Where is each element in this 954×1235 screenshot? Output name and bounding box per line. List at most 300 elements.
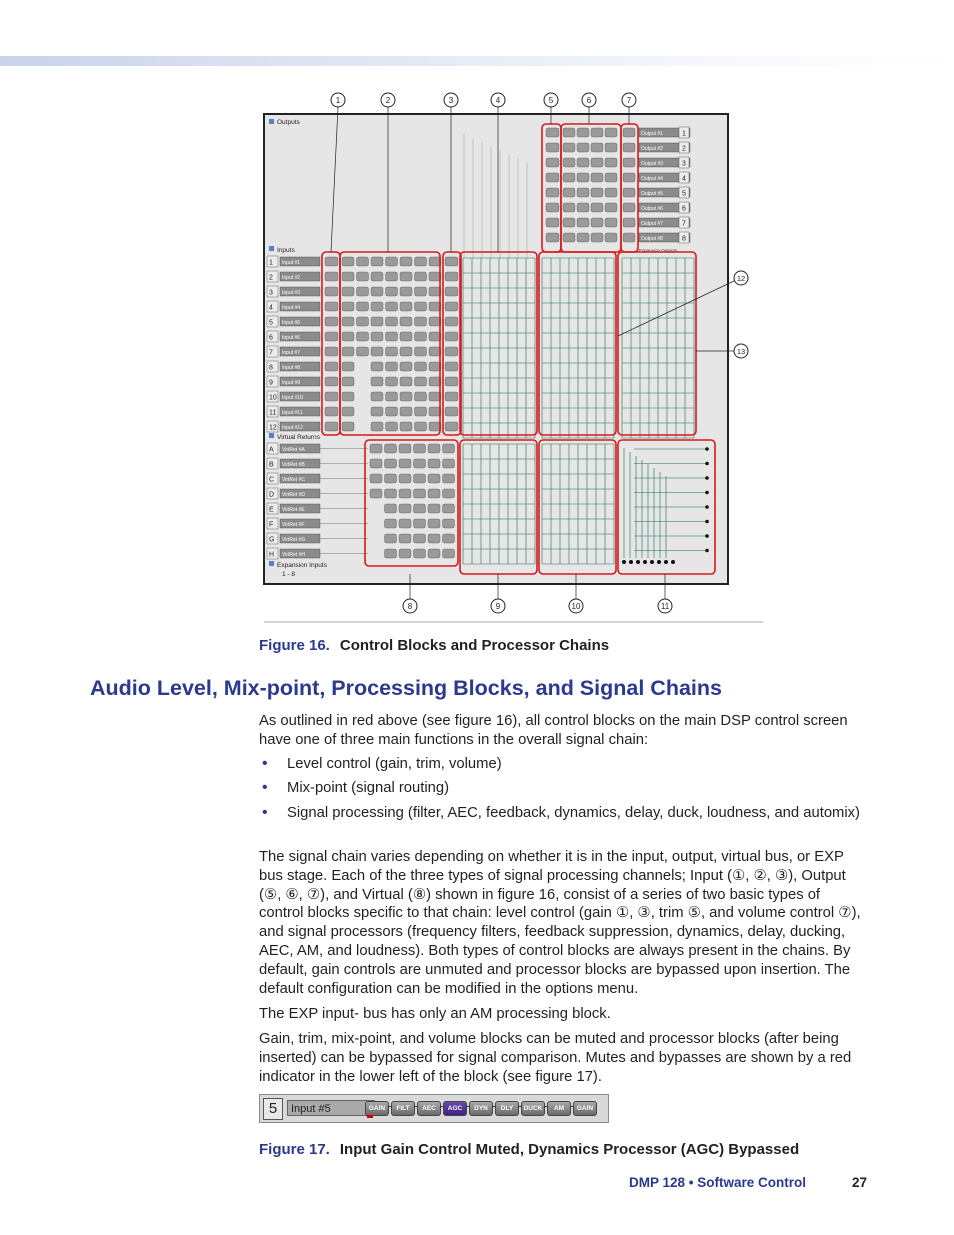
input-number: 12: [269, 424, 277, 432]
control-block: [443, 534, 455, 543]
control-block: [399, 534, 411, 543]
exp-out-dot: [705, 534, 709, 538]
list-item: • Mix-point (signal routing): [259, 779, 861, 798]
callout-number: 1: [335, 96, 341, 105]
page-number: 27: [852, 1175, 868, 1190]
output-number: 2: [682, 145, 686, 153]
callout-number: 6: [586, 96, 592, 105]
control-block: [399, 504, 411, 513]
virtual-number: F: [269, 521, 274, 529]
exp-bus-dot: [657, 560, 661, 564]
control-block: [546, 158, 559, 167]
control-block: [623, 128, 635, 137]
control-block: [415, 317, 427, 326]
virtual-number: C: [269, 476, 275, 484]
figure-17-title: Input Gain Control Muted, Dynamics Processor (AGC) Bypassed: [339, 1141, 800, 1158]
control-block: [414, 489, 426, 498]
control-block: [400, 287, 412, 296]
control-block: [400, 302, 412, 311]
control-block: [428, 444, 440, 453]
control-block: [428, 459, 440, 468]
control-block: [443, 444, 455, 453]
control-block: [399, 459, 411, 468]
control-block: [546, 128, 559, 137]
control-block: [546, 218, 559, 227]
control-block: [443, 489, 455, 498]
control-block: [385, 459, 397, 468]
exp-out-dot: [705, 520, 709, 524]
control-block: [415, 257, 427, 266]
virtual-name: VirtRet #E: [282, 507, 305, 513]
control-block: [577, 143, 589, 152]
control-block: [415, 407, 427, 416]
output-number: 8: [682, 235, 686, 243]
callout-number: 5: [548, 96, 554, 105]
dsp-control-screen: [258, 88, 768, 628]
output-name: Output #3: [641, 161, 663, 167]
figure-17-input-strip: [259, 1094, 609, 1123]
control-block: [370, 459, 382, 468]
exp-out-dot: [705, 447, 709, 451]
control-block: [605, 203, 617, 212]
control-block: [357, 287, 369, 296]
control-block: [325, 347, 338, 356]
control-block: [400, 272, 412, 281]
control-block: [386, 422, 398, 431]
callout-number: 12: [736, 274, 746, 283]
callout-number: 11: [660, 602, 670, 611]
control-block: [623, 188, 635, 197]
control-block: [445, 407, 458, 416]
input-name: Input #8: [282, 365, 301, 371]
control-block: [386, 362, 398, 371]
control-block: [386, 347, 398, 356]
figure-16-number: Figure 16.: [259, 637, 330, 654]
control-block: [415, 332, 427, 341]
control-block: [371, 287, 383, 296]
control-block: [325, 377, 338, 386]
input-number: 4: [269, 304, 273, 312]
callout-number: 13: [736, 347, 746, 356]
control-block: [605, 143, 617, 152]
control-block: [400, 317, 412, 326]
control-block: [445, 317, 458, 326]
control-block: [415, 347, 427, 356]
output-number: 6: [682, 205, 686, 213]
control-block: [385, 444, 397, 453]
control-block: [577, 233, 589, 242]
control-block: [445, 257, 458, 266]
control-block: [386, 317, 398, 326]
control-block: [357, 317, 369, 326]
exp-out-dot: [705, 549, 709, 553]
control-block: [414, 519, 426, 528]
exp-bus-dot: [671, 560, 675, 564]
control-block: [605, 188, 617, 197]
input-number: 10: [269, 394, 277, 402]
input-name: Input #6: [282, 335, 301, 341]
control-block: [591, 218, 603, 227]
exp-bus-dot: [650, 560, 654, 564]
virtual-name: VirtRet #H: [282, 552, 305, 558]
virtual-returns-label: Virtual Returns: [277, 434, 320, 441]
control-block: [386, 392, 398, 401]
control-block: [386, 257, 398, 266]
control-block: [563, 143, 575, 152]
output-name: Output #7: [641, 221, 663, 227]
virtual-name: VirtRet #D: [282, 492, 305, 498]
control-block: [428, 549, 440, 558]
input-number: 6: [269, 334, 273, 342]
control-block: [623, 233, 635, 242]
exp-bus-dot: [636, 560, 640, 564]
input-name: Input #12: [282, 425, 303, 431]
control-block: [371, 317, 383, 326]
output-number: 7: [682, 220, 686, 228]
control-block: [386, 332, 398, 341]
control-block: [371, 407, 383, 416]
exp-bus-paragraph: The EXP input- bus has only an AM processing block.: [259, 1006, 611, 1022]
input-name: Input #9: [282, 380, 301, 386]
control-block: [342, 287, 354, 296]
control-block: [605, 218, 617, 227]
virtual-name: VirtRet #B: [282, 462, 305, 468]
control-block: [399, 444, 411, 453]
virtual-name: VirtRet #A: [282, 447, 305, 453]
expansion-outputs-label: Expansion Outputs: [639, 248, 678, 253]
processor-block-agc[interactable]: AGC: [443, 1101, 467, 1116]
control-block: [342, 392, 354, 401]
control-block: [415, 392, 427, 401]
figure-16-title: Control Blocks and Processor Chains: [339, 637, 610, 654]
input-number: 9: [269, 379, 273, 387]
control-block: [400, 392, 412, 401]
control-block: [385, 489, 397, 498]
control-block: [385, 504, 397, 513]
callout-number: 9: [495, 602, 501, 611]
output-number: 3: [682, 160, 686, 168]
control-block: [385, 549, 397, 558]
control-block: [357, 332, 369, 341]
input-name: Input #5: [282, 320, 301, 326]
top-gradient-bar: [0, 56, 954, 66]
virtual-number: H: [269, 551, 275, 559]
control-block: [577, 158, 589, 167]
processor-block-gain[interactable]: GAIN: [573, 1101, 597, 1116]
control-block: [342, 302, 354, 311]
control-block: [342, 257, 354, 266]
expansion-inputs-label: Expansion Inputs: [277, 562, 327, 569]
exp-out-dot: [705, 491, 709, 495]
control-block: [400, 347, 412, 356]
intro-paragraph: As outlined in red above (see figure 16), all control blocks on the main DSP control screen have one of three main functions in the overall signal chain:: [259, 713, 848, 748]
control-block: [385, 474, 397, 483]
control-block: [623, 203, 635, 212]
control-block: [577, 218, 589, 227]
control-block: [546, 143, 559, 152]
callout-number: 7: [626, 96, 632, 105]
control-block: [325, 302, 338, 311]
input-number: 2: [269, 274, 273, 282]
output-name: Output #5: [641, 191, 663, 197]
control-block: [445, 287, 458, 296]
control-block: [371, 422, 383, 431]
control-block: [386, 377, 398, 386]
control-block: [591, 173, 603, 182]
control-block: [342, 422, 354, 431]
control-block: [445, 272, 458, 281]
control-block: [623, 143, 635, 152]
control-block: [577, 128, 589, 137]
control-block: [415, 272, 427, 281]
control-block: [386, 302, 398, 311]
control-block: [563, 203, 575, 212]
control-block: [357, 302, 369, 311]
control-block: [605, 173, 617, 182]
control-block: [443, 459, 455, 468]
control-block: [357, 272, 369, 281]
output-name: Output #1: [641, 131, 663, 137]
control-block: [357, 257, 369, 266]
control-block: [370, 474, 382, 483]
control-block: [371, 377, 383, 386]
control-block: [342, 332, 354, 341]
outputs-label: Outputs: [277, 119, 300, 126]
inputs-label: Inputs: [277, 247, 295, 254]
footer-product: DMP 128 • Software Control: [629, 1175, 807, 1190]
figure-16-screenshot: [258, 88, 768, 628]
control-block: [342, 347, 354, 356]
virtual-number: D: [269, 491, 275, 499]
control-block: [325, 317, 338, 326]
virtual-name: VirtRet #F: [282, 522, 305, 528]
control-block: [605, 158, 617, 167]
control-block: [386, 287, 398, 296]
collapse-icon: [269, 119, 274, 124]
control-block: [385, 534, 397, 543]
control-block: [445, 392, 458, 401]
control-block: [577, 188, 589, 197]
list-item: • Level control (gain, trim, volume): [259, 755, 861, 774]
control-block: [385, 519, 397, 528]
processor-block-aec[interactable]: AEC: [417, 1101, 441, 1116]
control-block: [386, 272, 398, 281]
control-block: [415, 362, 427, 371]
control-block: [371, 347, 383, 356]
control-block: [443, 549, 455, 558]
control-block: [325, 272, 338, 281]
input-name: Input #11: [282, 410, 303, 416]
control-block: [605, 128, 617, 137]
input-number: 3: [269, 289, 273, 297]
control-block: [325, 422, 338, 431]
virtual-name: VirtRet #C: [282, 477, 305, 483]
collapse-icon: [269, 561, 274, 566]
mute-indicator: [367, 1115, 373, 1118]
signal-chain-paragraph: The signal chain varies depending on whether it is in the input, output, virtual bus, or EXP bus stage. Each of the three types of signal processing channels; Input (①, ②, ③), Output (⑤, ⑥, ⑦), and Virtual (⑧) shown in figure 16, consist of a series of two basic types of control blocks specific to that chain: level control (gain ①, ③, trim ⑤, and volume control ⑦), and signal processors (frequency filters, feedback suppression, dynamics, delay, ducking, AEC, AM, and loudness). Both types of control blocks are always present in the chains. By default, gain controls are unmuted and processor blocks are bypassed upon insertion. The default configuration can be modified in the options menu.: [259, 849, 861, 997]
control-block: [415, 287, 427, 296]
input-number: 1: [269, 259, 273, 267]
processor-block-dly[interactable]: DLY: [495, 1101, 519, 1116]
control-block: [371, 257, 383, 266]
control-block: [563, 128, 575, 137]
control-block: [371, 272, 383, 281]
callout-number: 4: [495, 96, 501, 105]
input-name: Input #3: [282, 290, 301, 296]
control-block: [400, 332, 412, 341]
control-block: [546, 203, 559, 212]
control-block: [445, 332, 458, 341]
list-item: • Signal processing (filter, AEC, feedback, dynamics, delay, duck, loudness, and automix): [259, 804, 861, 823]
expansion-range: 1 - 8: [282, 571, 296, 578]
control-block: [415, 422, 427, 431]
control-block: [399, 474, 411, 483]
control-block: [563, 233, 575, 242]
virtual-number: E: [269, 506, 274, 514]
output-name: Output #2: [641, 146, 663, 152]
control-block: [623, 218, 635, 227]
control-block: [370, 444, 382, 453]
collapse-icon: [269, 433, 274, 438]
control-block: [399, 489, 411, 498]
control-block: [577, 173, 589, 182]
channel-name-field: Input #5: [287, 1100, 375, 1116]
output-name: Output #8: [641, 236, 663, 242]
exp-out-dot: [705, 505, 709, 509]
control-block: [415, 302, 427, 311]
control-block: [400, 377, 412, 386]
control-block: [428, 504, 440, 513]
control-block: [371, 302, 383, 311]
control-block: [443, 519, 455, 528]
control-block: [370, 489, 382, 498]
input-name: Input #4: [282, 305, 301, 311]
input-number: 5: [269, 319, 273, 327]
output-number: 4: [682, 175, 686, 183]
control-block: [591, 143, 603, 152]
control-block: [445, 347, 458, 356]
control-block: [325, 257, 338, 266]
control-block: [591, 233, 603, 242]
processor-block-duck[interactable]: DUCK: [521, 1101, 545, 1116]
control-block: [591, 158, 603, 167]
control-block: [371, 392, 383, 401]
control-block: [591, 188, 603, 197]
control-block: [546, 173, 559, 182]
processor-block-dyn[interactable]: DYN: [469, 1101, 493, 1116]
control-block: [443, 474, 455, 483]
control-block: [414, 504, 426, 513]
control-block: [342, 377, 354, 386]
control-block: [342, 317, 354, 326]
channel-number: 5: [263, 1098, 283, 1120]
exp-bus-dot: [664, 560, 668, 564]
control-block: [546, 233, 559, 242]
figure-17-number: Figure 17.: [259, 1141, 330, 1158]
exp-bus-dot: [622, 560, 626, 564]
control-block: [623, 173, 635, 182]
control-block: [386, 407, 398, 416]
control-block: [414, 444, 426, 453]
control-block: [400, 257, 412, 266]
input-number: 11: [269, 409, 277, 417]
control-block: [577, 203, 589, 212]
control-block: [325, 407, 338, 416]
input-number: 8: [269, 364, 273, 372]
virtual-name: VirtRet #G: [282, 537, 306, 543]
control-block: [563, 158, 575, 167]
exp-bus-dot: [643, 560, 647, 564]
control-block: [325, 287, 338, 296]
control-block: [563, 218, 575, 227]
control-block: [325, 332, 338, 341]
control-block: [591, 203, 603, 212]
control-block: [414, 474, 426, 483]
control-block: [445, 422, 458, 431]
control-block: [325, 362, 338, 371]
exp-bus-dot: [629, 560, 633, 564]
callout-number: 8: [407, 602, 413, 611]
virtual-number: A: [269, 446, 274, 454]
callout-number: 3: [448, 96, 454, 105]
figure-17-caption: [259, 1141, 799, 1158]
figure-16-caption: [259, 637, 609, 654]
control-block: [443, 504, 455, 513]
input-name: Input #2: [282, 275, 301, 281]
processor-block-am[interactable]: AM: [547, 1101, 571, 1116]
function-list: [259, 755, 861, 828]
collapse-icon: [269, 246, 274, 251]
callout-number: 10: [571, 602, 581, 611]
control-block: [445, 302, 458, 311]
control-block: [414, 549, 426, 558]
callout-number: 2: [385, 96, 391, 105]
control-block: [342, 407, 354, 416]
control-block: [357, 347, 369, 356]
control-block: [371, 362, 383, 371]
control-block: [428, 489, 440, 498]
control-block: [342, 272, 354, 281]
control-block: [399, 519, 411, 528]
output-name: Output #4: [641, 176, 663, 182]
control-block: [445, 377, 458, 386]
input-name: Input #10: [282, 395, 303, 401]
control-block: [371, 332, 383, 341]
control-block: [563, 173, 575, 182]
input-name: Input #7: [282, 350, 301, 356]
exp-out-dot: [705, 476, 709, 480]
control-block: [400, 407, 412, 416]
processor-block-gain[interactable]: GAIN: [365, 1101, 389, 1116]
input-name: Input #1: [282, 260, 301, 266]
input-number: 7: [269, 349, 273, 357]
output-number: 5: [682, 190, 686, 198]
control-block: [414, 534, 426, 543]
control-block: [342, 362, 354, 371]
control-block: [325, 392, 338, 401]
output-number: 1: [682, 130, 686, 138]
virtual-number: B: [269, 461, 274, 469]
control-block: [428, 534, 440, 543]
control-block: [546, 188, 559, 197]
control-block: [591, 128, 603, 137]
control-block: [428, 519, 440, 528]
mute-bypass-paragraph: Gain, trim, mix-point, and volume blocks can be muted and processor blocks (after being inserted) can be bypassed for signal comparison. Mutes and bypasses are shown by a red indicator in the lower left of the block (see figure 17).: [259, 1031, 852, 1085]
virtual-number: G: [269, 536, 275, 544]
processor-block-filt[interactable]: FILT: [391, 1101, 415, 1116]
exp-out-dot: [705, 462, 709, 466]
output-name: Output #6: [641, 206, 663, 212]
